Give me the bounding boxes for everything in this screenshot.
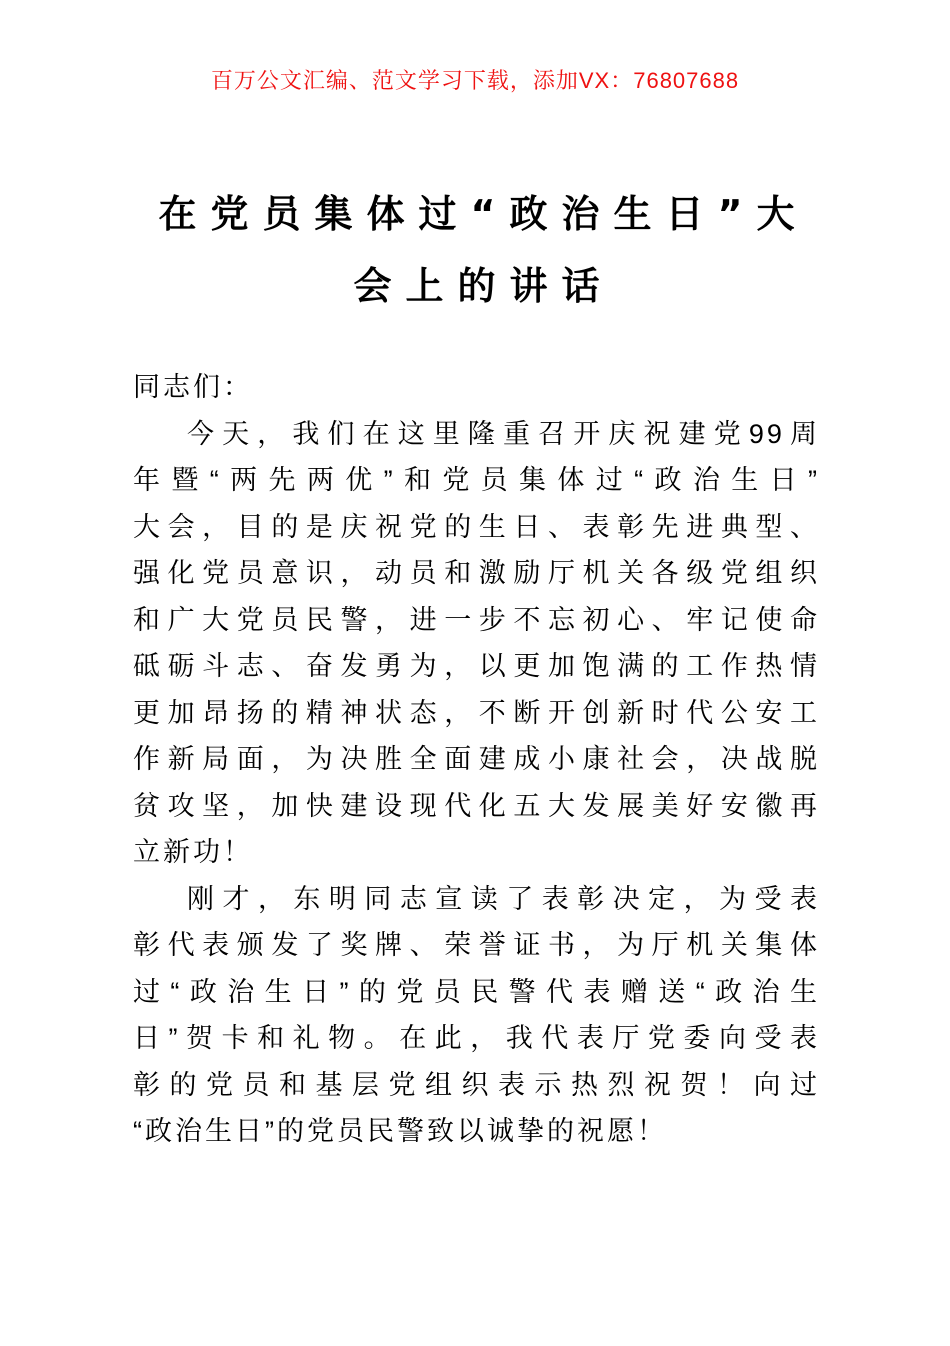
body-line: 刚才，东明同志宣读了表彰决定，为受表 bbox=[187, 883, 820, 914]
body-line: 作新局面，为决胜全面建成小康社会，决战脱 bbox=[133, 744, 820, 774]
body-line: 砥砺斗志、奋发勇为，以更加饱满的工作热情 bbox=[133, 651, 820, 681]
promo-banner-text: 百万公文汇编、范文学习下载，添加VX：76807688 bbox=[210, 68, 740, 93]
title-line-2: 会上的讲话 bbox=[353, 264, 614, 308]
body-line: 强化党员意识，动员和激励厅机关各级党组织 bbox=[133, 558, 820, 588]
body-line: 日”贺卡和礼物。在此，我代表厅党委向受表 bbox=[133, 1023, 820, 1053]
body-line: 更加昂扬的精神状态，不断开创新时代公安工 bbox=[133, 697, 820, 728]
body-line: 立新功！ bbox=[133, 837, 253, 867]
body-line: 同志们： bbox=[133, 372, 253, 402]
document-body bbox=[133, 364, 820, 1155]
body-line: 彰代表颁发了奖牌、荣誉证书，为厅机关集体 bbox=[133, 930, 820, 960]
body-line: 彰的党员和基层党组织表示热烈祝贺！向过 bbox=[133, 1069, 820, 1100]
body-line: 年暨“两先两优”和党员集体过“政治生日” bbox=[133, 465, 820, 495]
title-line-1: 在党员集体过“政治生日”大 bbox=[158, 192, 809, 236]
body-line: 和广大党员民警，进一步不忘初心、牢记使命 bbox=[133, 604, 820, 635]
promo-banner bbox=[0, 66, 950, 96]
body-line: 过“政治生日”的党员民警代表赠送“政治生 bbox=[133, 976, 820, 1007]
body-line: “政治生日”的党员民警致以诚挚的祝愿！ bbox=[133, 1116, 667, 1146]
body-line: 今天，我们在这里隆重召开庆祝建党99周 bbox=[187, 418, 820, 449]
body-line: 大会，目的是庆祝党的生日、表彰先进典型、 bbox=[133, 511, 820, 542]
body-line: 贫攻坚，加快建设现代化五大发展美好安徽再 bbox=[133, 790, 820, 821]
document-title bbox=[133, 178, 820, 322]
